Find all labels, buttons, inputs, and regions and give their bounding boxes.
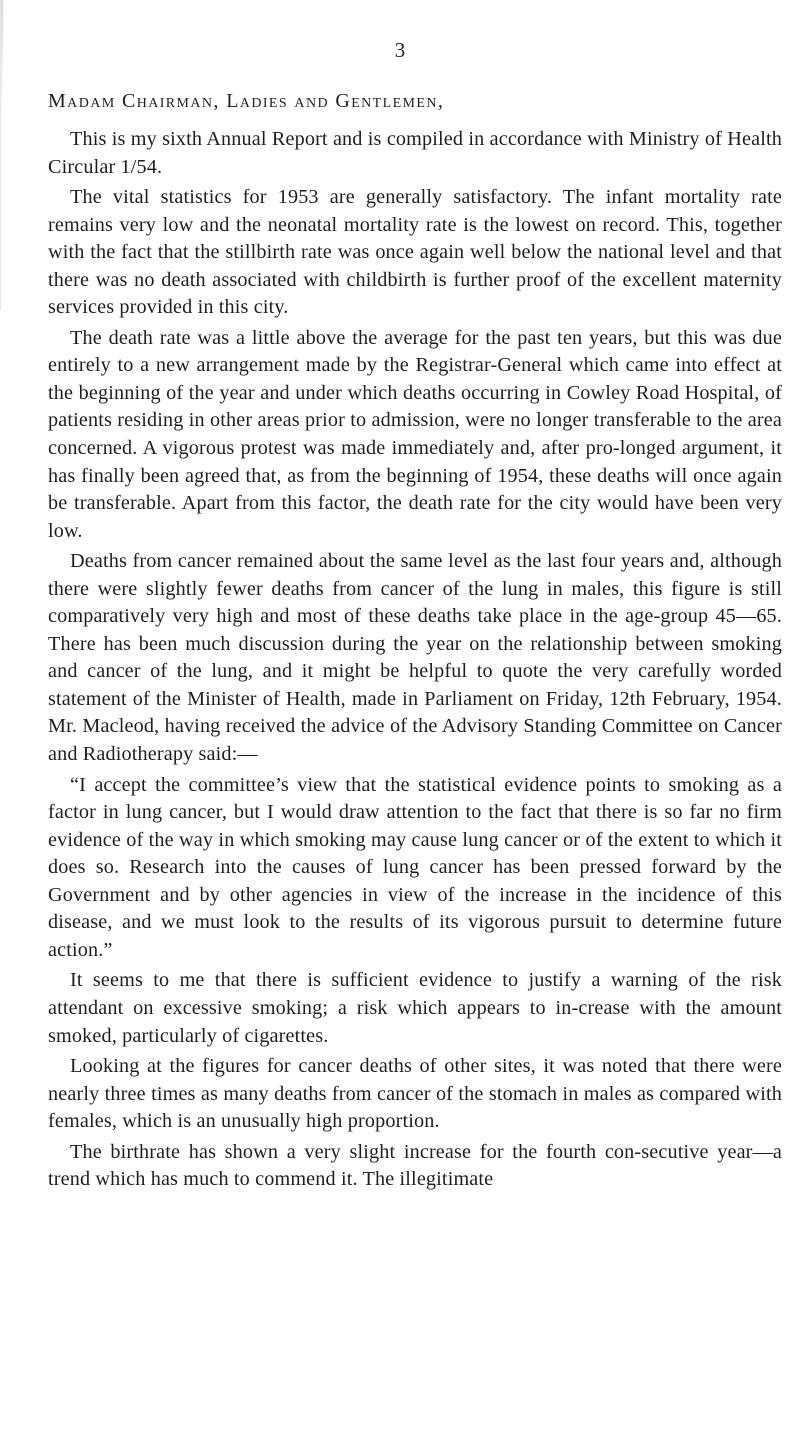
paragraph-cancer-deaths: Deaths from cancer remained about the same level as the last four years and, although there were slightly fewer deaths from cancer of the lung in males, this figure is still comparatively very high and most of these deaths take place in the age-group 45—65. There has been much discussion during the year on the relationship between smoking and cancer of the lung, and it might be helpful to quote the very carefully worded statement of the Minister of Health, made in Parliament on Friday, 12th February, 1954. Mr. Macleod, having received the advice of the Advisory Standing Committee on Cancer and Radiotherapy said:—	[48, 550, 782, 766]
page-number: 3	[394, 38, 406, 62]
paragraph-vital-statistics: The vital statistics for 1953 are generally satisfactory. The infant mortality rate remains very low and the neonatal mortality rate is the lowest on record. This, together with the fact that the stillbirth rate was once again well below the national level and that there was no death associated with childbirth is further proof of the excellent maternity services provided in this city.	[48, 186, 782, 319]
paragraph-introduction: This is my sixth Annual Report and is compiled in accordance with Ministry of Health Circular 1/54.	[48, 128, 782, 178]
paragraph-birthrate: The birthrate has shown a very slight increase for the fourth con-secutive year—a trend which has much to commend it. The illegitimate	[48, 1140, 782, 1191]
paragraph-other-sites: Looking at the figures for cancer deaths of other sites, it was noted that there were nearly three times as many deaths from cancer of the stomach in males as compared with females, which is an unusually high proportion.	[48, 1055, 782, 1133]
salutation: Madam Chairman, Ladies and Gentlemen,	[48, 90, 445, 112]
paragraph-death-rate: The death rate was a little above the average for the past ten years, but this was due entirely to a new arrangement made by the Registrar-General which came into effect at the beginning of the year and under which deaths occurring in Cowley Road Hospital, of patients residing in other areas prior to admission, were no longer transferable to the area concerned. A vigorous protest was made immediately and, after pro-longed argument, it has finally been agreed that, as from the beginning of 1954, these deaths will once again be transferable. Apart from this factor, the death rate for the city would have been very low.	[48, 326, 782, 542]
paragraph-minister-quote: “I accept the committee’s view that the statistical evidence points to smoking as a factor in lung cancer, but I would draw attention to the fact that there is so far no firm evidence of the way in which smoking may cause lung cancer or of the extent to which it does so. Research into the causes of lung cancer has been pressed forward by the Government and by other agencies in view of the increase in the incidence of this disease, and we must look to the results of its vigorous pursuit to determine future action.”	[48, 773, 782, 961]
paragraph-smoking-warning: It seems to me that there is sufficient evidence to justify a warning of the risk attendant on excessive smoking; a risk which appears to in-crease with the amount smoked, particularly of cigarettes.	[48, 969, 782, 1047]
report-body	[48, 86, 782, 1197]
